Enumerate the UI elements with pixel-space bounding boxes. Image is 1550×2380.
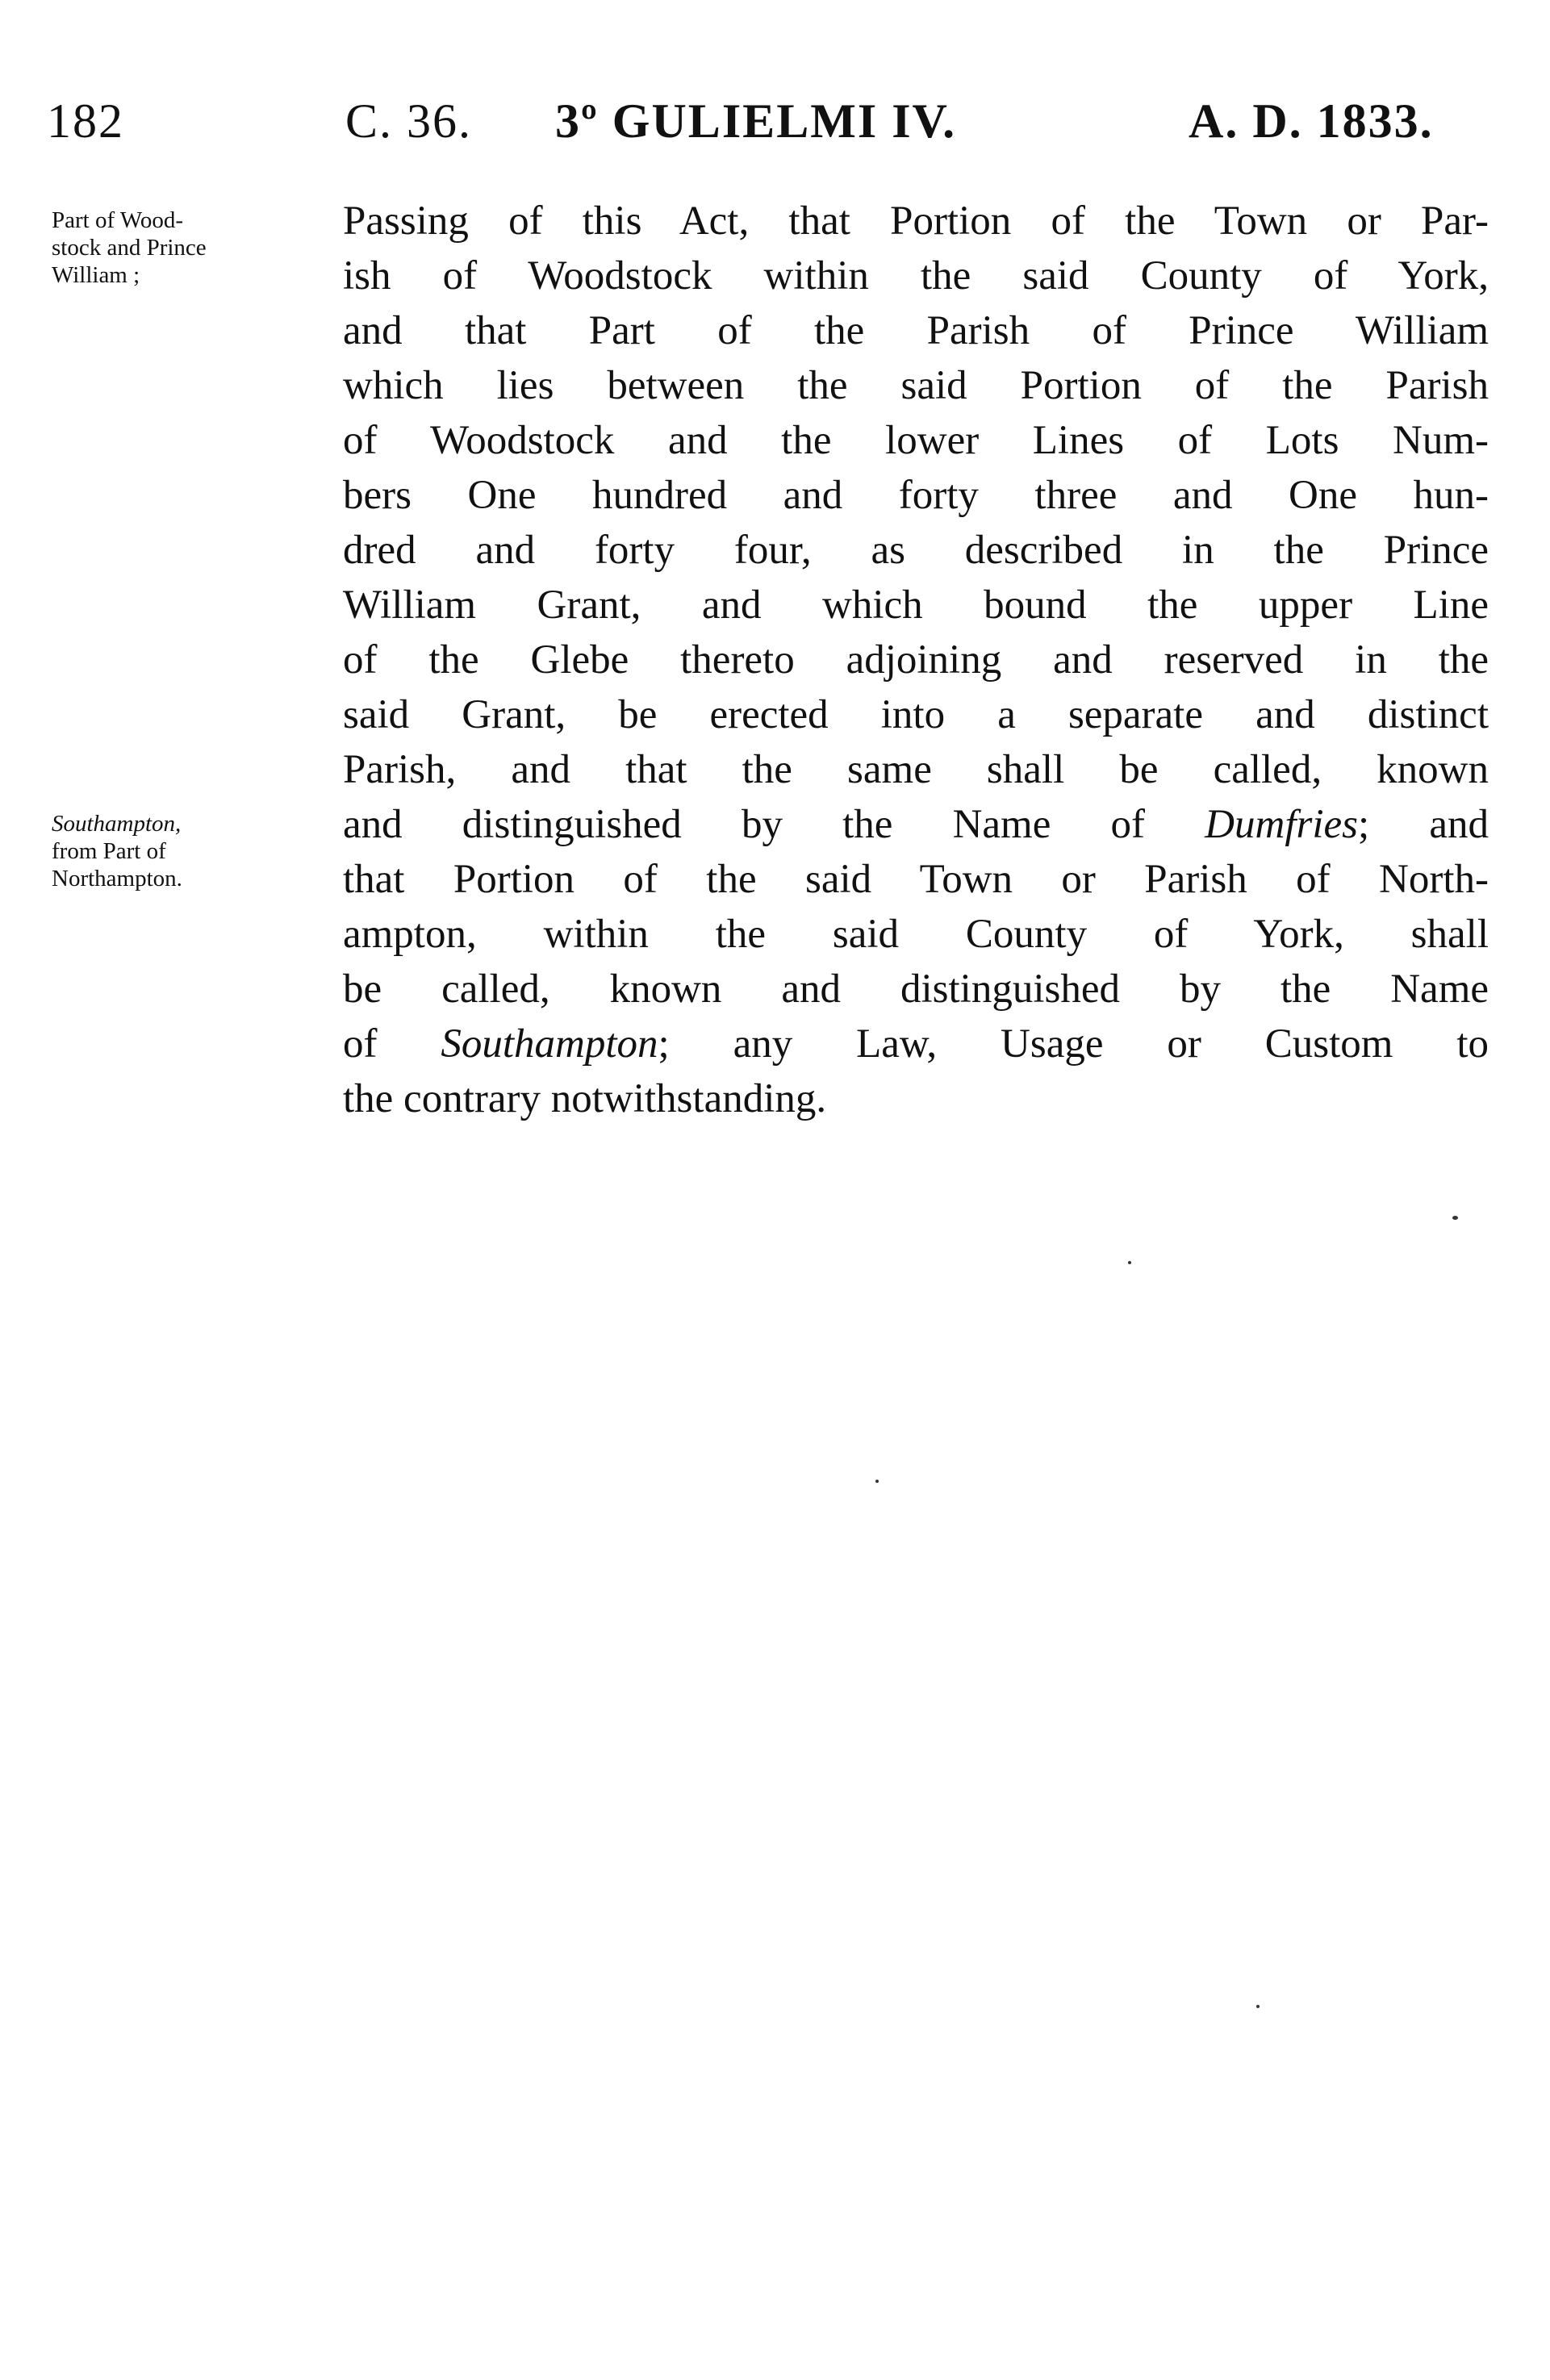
body-line: ish of Woodstock within the said County of York,: [343, 253, 1489, 299]
body-line: and that Part of the Parish of Prince William: [343, 308, 1489, 353]
anno-domini-year: A. D. 1833.: [1189, 94, 1434, 148]
margin-note-line: Southampton,: [52, 811, 182, 837]
italic-place-name: Southampton: [441, 1021, 658, 1067]
body-line: and distinguished by the Name of Dumfries; and: [343, 802, 1489, 847]
body-line: of Southampton; any Law, Usage or Custom to: [343, 1021, 1489, 1067]
body-line: the contrary notwithstanding.: [343, 1076, 827, 1121]
scan-speck: [1256, 2005, 1260, 2008]
body-line: dred and forty four, as described in the Prince: [343, 528, 1489, 573]
body-line: be called, known and distinguished by the Name: [343, 967, 1489, 1012]
statute-body-text: [343, 194, 1489, 1126]
margin-note-woodstock: [52, 207, 326, 289]
body-line: bers One hundred and forty three and One hun-: [343, 473, 1489, 518]
margin-note-line: from Part of: [52, 838, 166, 864]
regnal-year: 3º GULIELMI IV.: [555, 94, 957, 148]
scan-speck: [1128, 1261, 1131, 1264]
scan-speck: [1452, 1216, 1458, 1220]
italic-place-name: Dumfries: [1205, 802, 1359, 847]
body-line: that Portion of the said Town or Parish of North-: [343, 857, 1489, 902]
margin-note-southampton: [52, 810, 326, 892]
body-line: William Grant, and which bound the upper Line: [343, 582, 1489, 628]
chapter-label: C. 36.: [345, 94, 473, 148]
body-line: ampton, within the said County of York, shall: [343, 912, 1489, 957]
margin-note-line: stock and Prince: [52, 235, 207, 261]
margin-note-line: Northampton.: [52, 866, 182, 891]
running-header: [47, 89, 1483, 153]
body-line: of the Glebe thereto adjoining and reserved in the: [343, 637, 1489, 683]
body-line: of Woodstock and the lower Lines of Lots Num-: [343, 418, 1489, 463]
margin-note-line: William ;: [52, 262, 140, 288]
body-line: Passing of this Act, that Portion of the Town or Par-: [343, 198, 1489, 244]
page-number: 182: [47, 94, 124, 148]
body-line: said Grant, be erected into a separate and distinct: [343, 692, 1489, 737]
body-line: which lies between the said Portion of the Parish: [343, 363, 1489, 408]
body-line: Parish, and that the same shall be called, known: [343, 747, 1489, 792]
scan-speck: [875, 1480, 879, 1483]
margin-note-line: Part of Wood-: [52, 207, 184, 233]
